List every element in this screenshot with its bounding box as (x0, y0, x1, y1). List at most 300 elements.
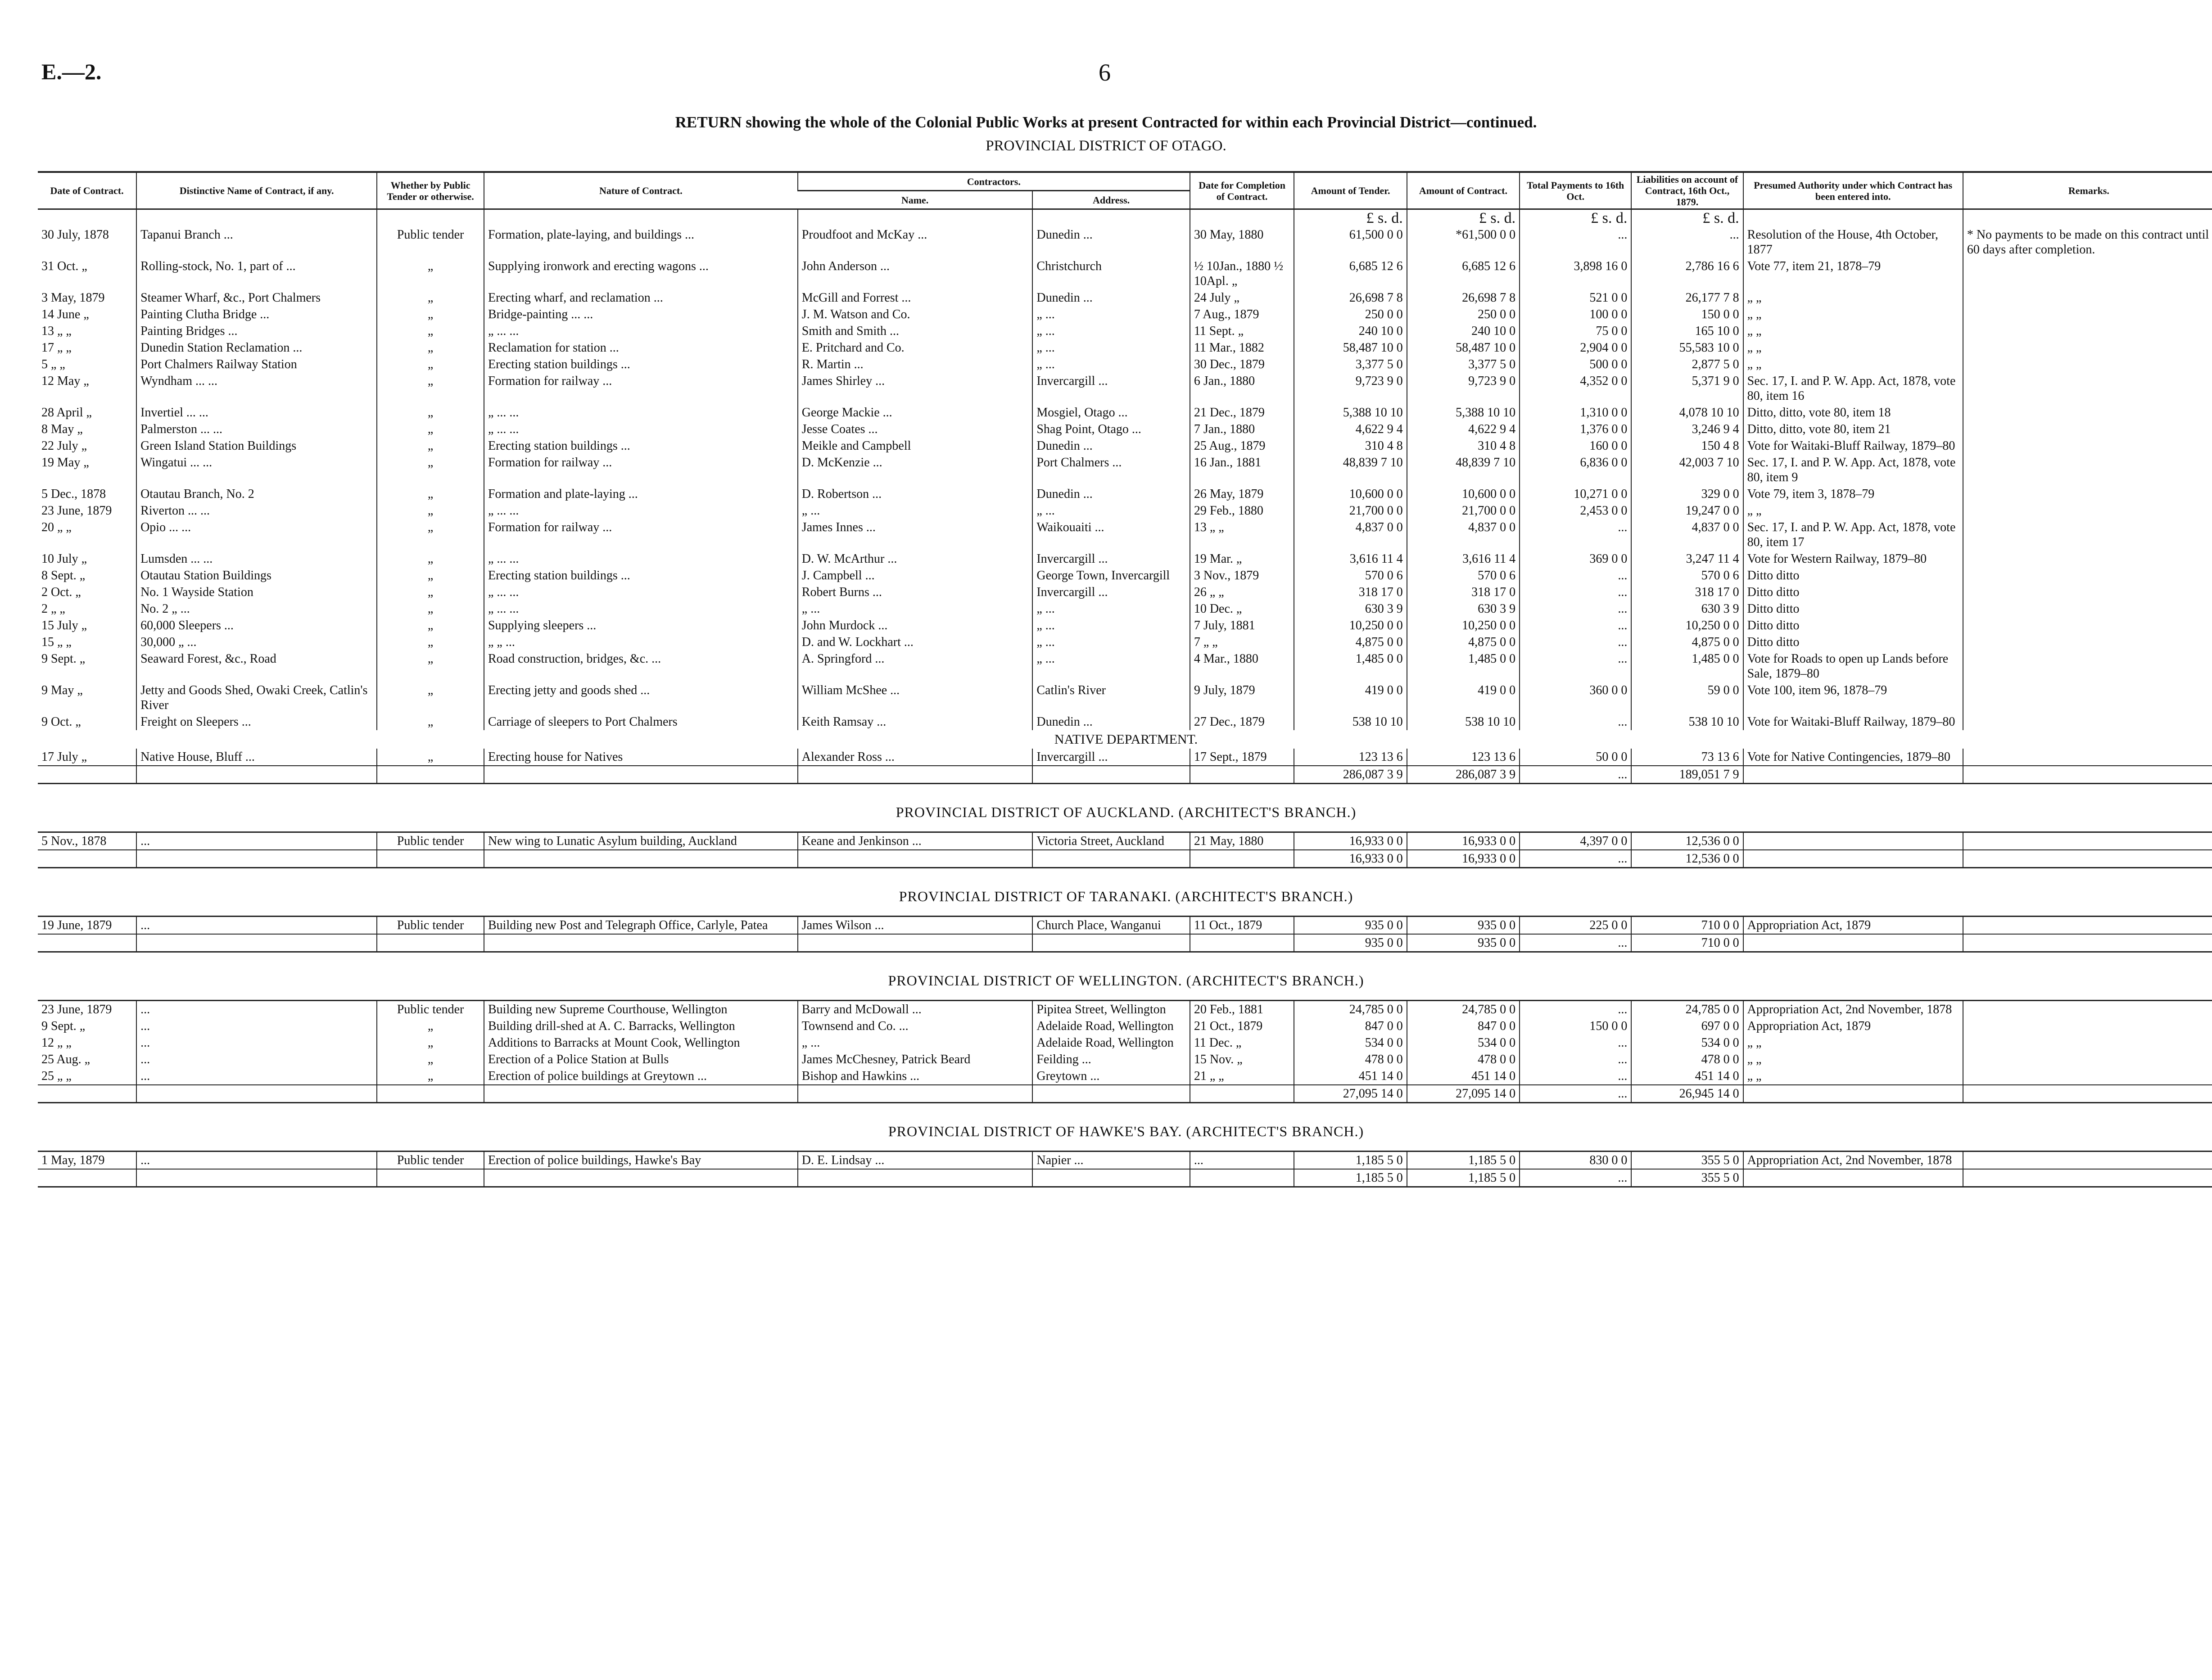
cell-liabilities: 4,837 0 0 (1631, 519, 1743, 551)
total-row (38, 934, 2212, 952)
cell-name: Riverton ... ... (136, 502, 377, 519)
cell-payments: 830 0 0 (1520, 1152, 1631, 1170)
cell-contractor-address: Catlin's River (1032, 682, 1190, 714)
cell-tender-amount: 16,933 0 0 (1294, 832, 1407, 850)
cell-name: Otautau Station Buildings (136, 567, 377, 584)
cell-liabilities: 59 0 0 (1631, 682, 1743, 714)
cell-authority: Ditto ditto (1743, 617, 1963, 634)
cell-date: 28 April „ (41, 406, 92, 420)
table-row (38, 323, 2212, 339)
cell-tender-amount: 9,723 9 0 (1294, 373, 1407, 404)
cell-contractor-name: James Wilson ... (798, 917, 1033, 935)
cell-name: ... (136, 917, 377, 935)
table-row (38, 421, 2212, 438)
cell-authority: Vote for Western Railway, 1879–80 (1743, 551, 1963, 567)
table-row (38, 306, 2212, 323)
cell-contractor-name: Keane and Jenkinson ... (798, 832, 1033, 850)
cell-name: Seaward Forest, &c., Road (136, 650, 377, 682)
cell-date: 20 „ „ (41, 520, 72, 534)
auckland-heading: PROVINCIAL DISTRICT OF AUCKLAND. (ARCHITECT'S BRANCH.) (38, 784, 2212, 832)
cell-liabilities: 538 10 10 (1631, 714, 1743, 730)
cell-payments: 50 0 0 (1520, 749, 1631, 766)
cell-name: ... (136, 1018, 377, 1034)
table-row (38, 404, 2212, 421)
cell-name: Jetty and Goods Shed, Owaki Creek, Catlin's River (136, 682, 377, 714)
cell-tender-amount: 24,785 0 0 (1294, 1001, 1407, 1018)
cell-remarks (1963, 1034, 2212, 1051)
cell-tender: „ (377, 486, 484, 502)
cell-nature: Supplying ironwork and erecting wagons ... (484, 258, 798, 289)
cell-authority: „ „ (1743, 339, 1963, 356)
col-contractor-address: Address. (1032, 191, 1190, 209)
cell-remarks (1963, 714, 2212, 730)
cell-nature: Reclamation for station ... (484, 339, 798, 356)
table-row (38, 339, 2212, 356)
cell-completion: 20 Feb., 1881 (1190, 1001, 1294, 1018)
cell-contractor-address: George Town, Invercargill (1032, 567, 1190, 584)
cell-nature: Erecting jetty and goods shed ... (484, 682, 798, 714)
cell-tender-amount: 250 0 0 (1294, 306, 1407, 323)
cell-contractor-address: „ ... (1032, 650, 1190, 682)
cell-tender-amount: 48,839 7 10 (1294, 454, 1407, 486)
cell-authority: „ „ (1743, 323, 1963, 339)
cell-name: Dunedin Station Reclamation ... (136, 339, 377, 356)
cell-liabilities: 2,877 5 0 (1631, 356, 1743, 373)
cell-date: 22 July „ (41, 439, 87, 453)
cell-liabilities: ... (1631, 226, 1743, 258)
cell-date: 3 May, 1879 (41, 291, 105, 305)
total-liabilities: 355 5 0 (1631, 1169, 1743, 1187)
cell-contractor-name: McGill and Forrest ... (798, 289, 1033, 306)
cell-nature: Erecting station buildings ... (484, 356, 798, 373)
cell-liabilities: 355 5 0 (1631, 1152, 1743, 1170)
total-row (38, 1085, 2212, 1103)
cell-nature: Formation for railway ... (484, 454, 798, 486)
cell-contract-amount: 4,837 0 0 (1407, 519, 1520, 551)
cell-nature: Additions to Barracks at Mount Cook, Wellington (484, 1034, 798, 1051)
lsd-label-liabilities: £ s. d. (1631, 209, 1743, 227)
cell-liabilities: 534 0 0 (1631, 1034, 1743, 1051)
contracts-table-wrapper (38, 171, 2212, 1188)
taranaki-total (38, 934, 2212, 952)
cell-contractor-name: John Murdock ... (798, 617, 1033, 634)
cell-name: Invertiel ... ... (136, 404, 377, 421)
cell-tender-amount: 6,685 12 6 (1294, 258, 1407, 289)
cell-nature: „ ... ... (484, 323, 798, 339)
cell-authority: Vote 77, item 21, 1878–79 (1743, 258, 1963, 289)
cell-authority: Ditto ditto (1743, 601, 1963, 617)
cell-contract-amount: 630 3 9 (1407, 601, 1520, 617)
cell-completion: 29 Feb., 1880 (1190, 502, 1294, 519)
cell-payments: 1,310 0 0 (1520, 404, 1631, 421)
cell-contractor-address: Dunedin ... (1032, 289, 1190, 306)
cell-date: 13 „ „ (41, 324, 72, 338)
cell-nature: Erection of a Police Station at Bulls (484, 1051, 798, 1068)
cell-liabilities: 451 14 0 (1631, 1068, 1743, 1085)
cell-contract-amount: 240 10 0 (1407, 323, 1520, 339)
lsd-row (38, 209, 2212, 227)
cell-payments: ... (1520, 584, 1631, 601)
lsd-label-payments: £ s. d. (1520, 209, 1631, 227)
cell-date: 17 „ „ (41, 341, 72, 355)
cell-nature: Road construction, bridges, &c. ... (484, 650, 798, 682)
cell-tender-amount: 1,185 5 0 (1294, 1152, 1407, 1170)
cell-tender-amount: 935 0 0 (1294, 917, 1407, 935)
cell-payments: 3,898 16 0 (1520, 258, 1631, 289)
cell-authority: Sec. 17, I. and P. W. App. Act, 1878, vote 80, item 16 (1743, 373, 1963, 404)
cell-date: 30 July, 1878 (41, 228, 109, 242)
cell-tender: Public tender (377, 1001, 484, 1018)
cell-authority: Appropriation Act, 2nd November, 1878 (1743, 1152, 1963, 1170)
cell-completion: 21 „ „ (1190, 1068, 1294, 1085)
cell-contractor-address: „ ... (1032, 323, 1190, 339)
cell-liabilities: 12,536 0 0 (1631, 832, 1743, 850)
cell-contractor-address: Waikouaiti ... (1032, 519, 1190, 551)
cell-name: 30,000 „ ... (136, 634, 377, 650)
cell-authority: Vote for Waitaki-Bluff Railway, 1879–80 (1743, 714, 1963, 730)
cell-contractor-name: R. Martin ... (798, 356, 1033, 373)
cell-completion: 30 May, 1880 (1190, 226, 1294, 258)
cell-date: 19 June, 1879 (41, 918, 112, 932)
cell-payments: 2,904 0 0 (1520, 339, 1631, 356)
cell-contract-amount: 21,700 0 0 (1407, 502, 1520, 519)
cell-authority: Vote for Roads to open up Lands before Sale, 1879–80 (1743, 650, 1963, 682)
native-heading-row (38, 730, 2212, 749)
cell-completion: ... (1190, 1152, 1294, 1170)
cell-contract-amount: 1,185 5 0 (1407, 1152, 1520, 1170)
native-section (38, 730, 2212, 749)
cell-remarks (1963, 373, 2212, 404)
cell-payments: 369 0 0 (1520, 551, 1631, 567)
cell-contractor-name: D. Robertson ... (798, 486, 1033, 502)
cell-liabilities: 73 13 6 (1631, 749, 1743, 766)
lsd-label-tender: £ s. d. (1294, 209, 1407, 227)
auckland-section (38, 784, 2212, 832)
cell-payments: ... (1520, 1051, 1631, 1068)
cell-contractor-name: J. M. Watson and Co. (798, 306, 1033, 323)
cell-authority: Ditto, ditto, vote 80, item 21 (1743, 421, 1963, 438)
cell-tender-amount: 478 0 0 (1294, 1051, 1407, 1068)
table-row (38, 1068, 2212, 1085)
cell-name: Port Chalmers Railway Station (136, 356, 377, 373)
total-row (38, 766, 2212, 784)
wellington-section (38, 952, 2212, 1001)
cell-remarks (1963, 1001, 2212, 1018)
table-row (38, 601, 2212, 617)
cell-liabilities: 4,078 10 10 (1631, 404, 1743, 421)
cell-date: 9 May „ (41, 683, 83, 697)
cell-contract-amount: 10,250 0 0 (1407, 617, 1520, 634)
cell-contractor-address: „ ... (1032, 356, 1190, 373)
native-rows (38, 749, 2212, 766)
cell-tender-amount: 26,698 7 8 (1294, 289, 1407, 306)
cell-tender-amount: 534 0 0 (1294, 1034, 1407, 1051)
total-row (38, 1169, 2212, 1187)
table-row (38, 567, 2212, 584)
cell-tender-amount: 123 13 6 (1294, 749, 1407, 766)
cell-name: 60,000 Sleepers ... (136, 617, 377, 634)
cell-completion: 27 Dec., 1879 (1190, 714, 1294, 730)
cell-date: 23 June, 1879 (41, 504, 112, 518)
cell-tender: „ (377, 519, 484, 551)
cell-contractor-name: Keith Ramsay ... (798, 714, 1033, 730)
table-row (38, 289, 2212, 306)
table-row (38, 373, 2212, 404)
cell-tender-amount: 310 4 8 (1294, 438, 1407, 454)
table-row (38, 1152, 2212, 1170)
cell-tender: „ (377, 258, 484, 289)
cell-date: 5 Nov., 1878 (41, 834, 107, 848)
cell-tender: „ (377, 502, 484, 519)
table-row (38, 551, 2212, 567)
cell-date: 25 „ „ (41, 1069, 72, 1083)
cell-completion: 6 Jan., 1880 (1190, 373, 1294, 404)
cell-authority: Appropriation Act, 1879 (1743, 917, 1963, 935)
total-liabilities: 710 0 0 (1631, 934, 1743, 952)
cell-tender-amount: 4,622 9 4 (1294, 421, 1407, 438)
cell-tender: „ (377, 551, 484, 567)
table-row (38, 714, 2212, 730)
cell-contract-amount: 10,600 0 0 (1407, 486, 1520, 502)
cell-payments: ... (1520, 1034, 1631, 1051)
lsd-label-contract: £ s. d. (1407, 209, 1520, 227)
taranaki-rows (38, 917, 2212, 935)
cell-remarks (1963, 306, 2212, 323)
cell-tender: Public tender (377, 226, 484, 258)
cell-tender-amount: 847 0 0 (1294, 1018, 1407, 1034)
cell-nature: Erection of police buildings, Hawke's Bay (484, 1152, 798, 1170)
table-row (38, 1034, 2212, 1051)
cell-contractor-address: Shag Point, Otago ... (1032, 421, 1190, 438)
cell-payments: 1,376 0 0 (1520, 421, 1631, 438)
cell-liabilities: 329 0 0 (1631, 486, 1743, 502)
cell-contractor-address: „ ... (1032, 601, 1190, 617)
table-header (38, 172, 2212, 209)
cell-nature: Formation for railway ... (484, 373, 798, 404)
cell-payments: 4,352 0 0 (1520, 373, 1631, 404)
cell-payments: 160 0 0 (1520, 438, 1631, 454)
cell-remarks (1963, 650, 2212, 682)
cell-tender: „ (377, 289, 484, 306)
cell-nature: Erecting house for Natives (484, 749, 798, 766)
cell-contractor-address: Dunedin ... (1032, 486, 1190, 502)
hawkes-bay-heading-row (38, 1103, 2212, 1152)
cell-tender: „ (377, 1068, 484, 1085)
total-tender-amount: 16,933 0 0 (1294, 850, 1407, 868)
cell-contract-amount: 3,377 5 0 (1407, 356, 1520, 373)
col-tender-amount: Amount of Tender. (1294, 172, 1407, 209)
table-row (38, 486, 2212, 502)
total-tender-amount: 286,087 3 9 (1294, 766, 1407, 784)
cell-tender: „ (377, 749, 484, 766)
cell-completion: 21 May, 1880 (1190, 832, 1294, 850)
cell-tender: „ (377, 650, 484, 682)
cell-contractor-name: „ ... (798, 502, 1033, 519)
cell-liabilities: 3,247 11 4 (1631, 551, 1743, 567)
cell-contractor-address: Church Place, Wanganui (1032, 917, 1190, 935)
total-tender-amount: 1,185 5 0 (1294, 1169, 1407, 1187)
cell-remarks (1963, 454, 2212, 486)
cell-tender: „ (377, 584, 484, 601)
cell-date: 12 May „ (41, 374, 89, 388)
table-row (38, 356, 2212, 373)
cell-name: Opio ... ... (136, 519, 377, 551)
cell-liabilities: 5,371 9 0 (1631, 373, 1743, 404)
col-authority: Presumed Authority under which Contract has been entered into. (1743, 172, 1963, 209)
table-row (38, 454, 2212, 486)
cell-contractor-name: Jesse Coates ... (798, 421, 1033, 438)
cell-contract-amount: 478 0 0 (1407, 1051, 1520, 1068)
cell-contractor-address: Adelaide Road, Wellington (1032, 1018, 1190, 1034)
cell-payments: 360 0 0 (1520, 682, 1631, 714)
cell-tender: „ (377, 682, 484, 714)
cell-authority: Resolution of the House, 4th October, 1877 (1743, 226, 1963, 258)
cell-payments: 4,397 0 0 (1520, 832, 1631, 850)
cell-name: ... (136, 832, 377, 850)
cell-liabilities: 24,785 0 0 (1631, 1001, 1743, 1018)
cell-nature: „ „ ... (484, 634, 798, 650)
col-nature: Nature of Contract. (484, 172, 798, 209)
cell-nature: Building new Post and Telegraph Office, Carlyle, Patea (484, 917, 798, 935)
cell-name: ... (136, 1001, 377, 1018)
cell-contractor-address: „ ... (1032, 339, 1190, 356)
cell-tender: „ (377, 356, 484, 373)
cell-name: ... (136, 1051, 377, 1068)
cell-nature: „ ... ... (484, 551, 798, 567)
cell-remarks (1963, 1051, 2212, 1068)
cell-completion: 15 Nov. „ (1190, 1051, 1294, 1068)
total-contract-amount: 935 0 0 (1407, 934, 1520, 952)
cell-contractor-name: Robert Burns ... (798, 584, 1033, 601)
cell-name: Green Island Station Buildings (136, 438, 377, 454)
cell-authority: Appropriation Act, 1879 (1743, 1018, 1963, 1034)
cell-tender: „ (377, 438, 484, 454)
cell-name: Wyndham ... ... (136, 373, 377, 404)
cell-liabilities: 150 4 8 (1631, 438, 1743, 454)
cell-name: Painting Bridges ... (136, 323, 377, 339)
cell-date: 9 Sept. „ (41, 1019, 86, 1033)
cell-contractor-address: „ ... (1032, 634, 1190, 650)
cell-remarks (1963, 404, 2212, 421)
cell-completion: 21 Dec., 1879 (1190, 404, 1294, 421)
cell-remarks (1963, 289, 2212, 306)
auckland-total (38, 850, 2212, 868)
table-row (38, 917, 2212, 935)
total-payments: ... (1520, 1169, 1631, 1187)
cell-contract-amount: 419 0 0 (1407, 682, 1520, 714)
cell-payments: 100 0 0 (1520, 306, 1631, 323)
cell-completion: 11 Oct., 1879 (1190, 917, 1294, 935)
table-row (38, 1018, 2212, 1034)
cell-contractor-address: Dunedin ... (1032, 226, 1190, 258)
cell-contractor-name: Alexander Ross ... (798, 749, 1033, 766)
cell-contract-amount: 847 0 0 (1407, 1018, 1520, 1034)
cell-contractor-address: Port Chalmers ... (1032, 454, 1190, 486)
total-liabilities: 26,945 14 0 (1631, 1085, 1743, 1103)
cell-authority: Ditto ditto (1743, 584, 1963, 601)
cell-date: 15 „ „ (41, 635, 72, 649)
cell-nature: Erection of police buildings at Greytown ... (484, 1068, 798, 1085)
cell-payments: ... (1520, 634, 1631, 650)
table-row (38, 519, 2212, 551)
col-contractors: Contractors. (798, 172, 1190, 191)
cell-completion: ½ 10Jan., 1880 ½ 10Apl. „ (1190, 258, 1294, 289)
cell-tender: Public tender (377, 832, 484, 850)
cell-authority: Ditto ditto (1743, 634, 1963, 650)
cell-tender-amount: 538 10 10 (1294, 714, 1407, 730)
cell-nature: Formation and plate-laying ... (484, 486, 798, 502)
cell-payments: 75 0 0 (1520, 323, 1631, 339)
cell-remarks (1963, 519, 2212, 551)
total-row (38, 850, 2212, 868)
wellington-rows (38, 1001, 2212, 1085)
cell-name: Painting Clutha Bridge ... (136, 306, 377, 323)
total-liabilities: 12,536 0 0 (1631, 850, 1743, 868)
cell-payments: ... (1520, 226, 1631, 258)
cell-liabilities: 55,583 10 0 (1631, 339, 1743, 356)
cell-completion: 7 July, 1881 (1190, 617, 1294, 634)
cell-payments: 10,271 0 0 (1520, 486, 1631, 502)
cell-liabilities: 150 0 0 (1631, 306, 1743, 323)
cell-completion: 24 July „ (1190, 289, 1294, 306)
cell-date: 2 Oct. „ (41, 585, 81, 599)
cell-contract-amount: 58,487 10 0 (1407, 339, 1520, 356)
table-row (38, 749, 2212, 766)
taranaki-heading-row (38, 868, 2212, 917)
cell-tender-amount: 10,250 0 0 (1294, 617, 1407, 634)
cell-liabilities: 478 0 0 (1631, 1051, 1743, 1068)
cell-completion: 17 Sept., 1879 (1190, 749, 1294, 766)
total-payments: ... (1520, 850, 1631, 868)
cell-name: Otautau Branch, No. 2 (136, 486, 377, 502)
cell-contractor-address: Feilding ... (1032, 1051, 1190, 1068)
col-payments: Total Payments to 16th Oct. (1520, 172, 1631, 209)
cell-name: No. 2 „ ... (136, 601, 377, 617)
cell-tender: „ (377, 306, 484, 323)
cell-completion: 4 Mar., 1880 (1190, 650, 1294, 682)
cell-contractor-address: „ ... (1032, 502, 1190, 519)
cell-liabilities: 42,003 7 10 (1631, 454, 1743, 486)
document-title: RETURN showing the whole of the Colonial Public Works at present Contracted for within each Provincial District—continued. (675, 113, 1537, 131)
cell-remarks (1963, 617, 2212, 634)
cell-nature: „ ... ... (484, 584, 798, 601)
cell-remarks (1963, 258, 2212, 289)
cell-completion: 11 Sept. „ (1190, 323, 1294, 339)
cell-contractor-name: Townsend and Co. ... (798, 1018, 1033, 1034)
cell-payments: ... (1520, 1068, 1631, 1085)
cell-contractor-address: Napier ... (1032, 1152, 1190, 1170)
cell-completion: 7 Aug., 1879 (1190, 306, 1294, 323)
cell-tender: Public tender (377, 917, 484, 935)
table-row (38, 617, 2212, 634)
cell-completion: 21 Oct., 1879 (1190, 1018, 1294, 1034)
cell-name: Lumsden ... ... (136, 551, 377, 567)
cell-name: Wingatui ... ... (136, 454, 377, 486)
cell-authority: Sec. 17, I. and P. W. App. Act, 1878, vote 80, item 17 (1743, 519, 1963, 551)
total-contract-amount: 27,095 14 0 (1407, 1085, 1520, 1103)
cell-contract-amount: 16,933 0 0 (1407, 832, 1520, 850)
cell-tender-amount: 451 14 0 (1294, 1068, 1407, 1085)
cell-tender: „ (377, 1034, 484, 1051)
cell-contractor-address: Invercargill ... (1032, 749, 1190, 766)
table-row (38, 226, 2212, 258)
table-row (38, 258, 2212, 289)
otago-rows (38, 226, 2212, 730)
total-contract-amount: 286,087 3 9 (1407, 766, 1520, 784)
cell-contract-amount: 5,388 10 10 (1407, 404, 1520, 421)
cell-payments: ... (1520, 1001, 1631, 1018)
cell-authority: Ditto ditto (1743, 567, 1963, 584)
